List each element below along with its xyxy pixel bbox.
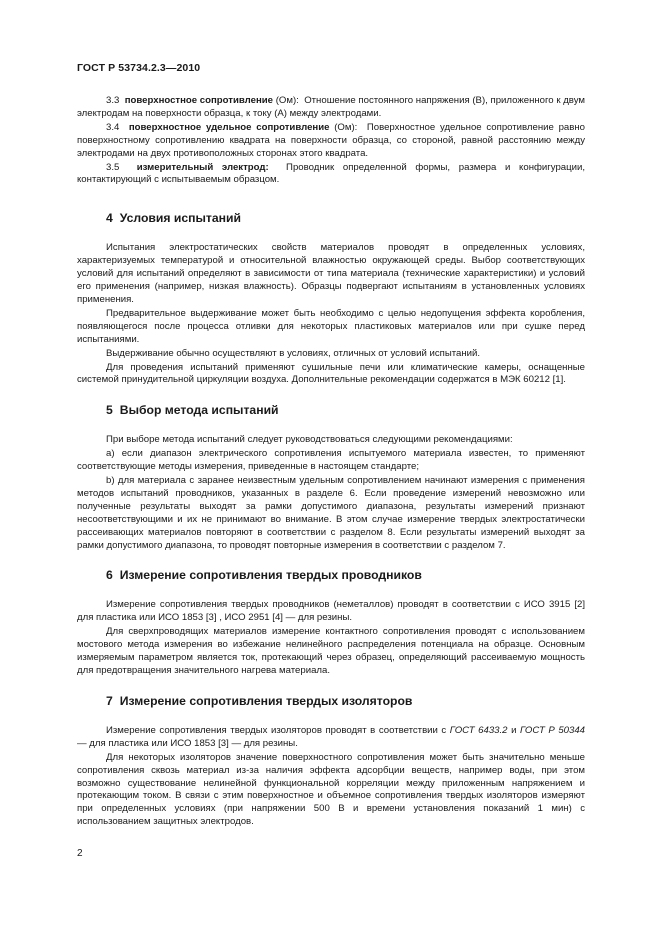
paragraph: Выдерживание обычно осуществляют в условиях, отличных от условий испытаний. xyxy=(106,347,481,359)
definition-number: 3.4 xyxy=(106,121,120,133)
definition-3-3 xyxy=(77,95,585,121)
section-6-heading xyxy=(106,568,585,582)
section-4-heading xyxy=(106,211,585,225)
section-number: 4 xyxy=(106,211,113,226)
definition-term: измерительный электрод: xyxy=(136,161,269,173)
paragraph: Для проведения испытаний применяют сушильные печи или климатические камеры, оснащенные системой принудительной циркуляции воздуха. Дополнительные рекомендации содержатся в МЭК 60212 [1]. xyxy=(77,361,585,386)
paragraph: Предварительное выдерживание может быть необходимо с целью недопущения эффекта коробления, появляющегося после процесса отливки для некоторых пластиковых материалов или при сушке перед испытаниями. xyxy=(77,307,585,345)
definition-number: 3.3 xyxy=(106,95,120,106)
paragraph-text: и xyxy=(511,724,517,736)
section-number: 7 xyxy=(106,693,113,708)
section-7-heading xyxy=(106,694,585,708)
definition-term: поверхностное удельное сопротивление xyxy=(128,121,330,133)
document-header: ГОСТ Р 53734.2.3—2010 xyxy=(77,62,201,74)
section-number: 6 xyxy=(106,568,113,583)
paragraph xyxy=(77,725,585,751)
definition-3-5 xyxy=(77,162,585,188)
section-5-heading xyxy=(106,403,585,417)
section-title: Измерение сопротивления твердых проводников xyxy=(119,568,422,583)
definition-unit: (Ом): xyxy=(334,121,358,133)
paragraph: Для сверхпроводящих материалов измерение контактного сопротивления проводят с использованием мостового метода измерения во избежание нелинейного распределения потенциала на образце. Основным измеряемым параметром является ток, протекающий через образец, определяющий рассеиваемую мощность для предотвращения значительного нагрева материала. xyxy=(77,626,585,676)
paragraph: Испытания электростатических свойств материалов проводят в определенных условиях, характеризуемых температурой и относительной влажностью окружающей среды. Выбор соответствующих условий для испытаний определяют в зависимости от типа материала (технические характеристики) и условий его применения (например, низкая влажность). Образцы подвергают испытаниям в установленных условиях применения. xyxy=(77,242,585,305)
list-item-b: b) для материала с заранее неизвестным удельным сопротивлением начинают измерения с применения методов испытаний проводников, указанных в разделе 6. Если проведение измерений невозможно или полученные результаты выходят за рамки допустимого диапазона, результаты измерений признают несоответствующими и их не принимают во внимание. В этом случае измерение твердых электростатически рассеивающих материалов повторяют в соответствии с разделом 8. Если результаты измерений выходят за рамки допустимого диапазона, то проводят повторные измерения в соответствии с разделом 7. xyxy=(77,475,585,551)
paragraph-text: Измерение сопротивления твердых изоляторов проводят в соответствии с xyxy=(106,724,447,736)
definition-text: Проводник определенной формы, размера и конфигурации, контактирующий с испытываемым образцом. xyxy=(77,161,585,186)
page-number: 2 xyxy=(77,848,83,859)
definition-text: Отношение постоянного напряжения (В), приложенного к двум электродам на поверхности образца, к току (А) между электродами. xyxy=(77,95,585,119)
section-title: Измерение сопротивления твердых изоляторов xyxy=(119,693,413,708)
section-title: Выбор метода испытаний xyxy=(119,403,279,418)
section-number: 5 xyxy=(106,403,113,418)
document-body xyxy=(77,95,585,830)
definition-term: поверхностное сопротивление xyxy=(124,95,273,106)
definition-unit: (Ом): xyxy=(275,95,299,106)
section-title: Условия испытаний xyxy=(119,211,242,226)
list-item-a: а) если диапазон электрического сопротивления испытуемого материала известен, то применяют соответствующие методы измерения, приведенные в настоящем стандарте; xyxy=(77,448,585,473)
standard-reference: ГОСТ 6433.2 xyxy=(449,724,508,736)
paragraph-text: — для пластика или ИСО 1853 [3] — для резины. xyxy=(77,737,298,749)
paragraph: Для некоторых изоляторов значение поверхностного сопротивления может быть значительно меньше сопротивления сквозь материал из-за наличия эффекта адсорбции веществ, например воды, при этом возможно существование нелинейной функциональной корреляции между приложенным напряжением и протекающим током. В связи с этим поверхностное и объемное сопротивления твердых изоляторов измеряют при определенных условиях (при напряжении 500 В и времени установления показаний 1 мин) с использованием защитных электродов. xyxy=(77,751,585,828)
definition-3-4 xyxy=(77,122,585,161)
paragraph: Измерение сопротивления твердых проводников (неметаллов) проводят в соответствии с ИСО 3915 [2] для пластика или ИСО 1853 [3] , ИСО 2951 [4] — для резины. xyxy=(77,599,585,624)
standard-reference: ГОСТ Р 50344 xyxy=(520,724,586,736)
paragraph: При выборе метода испытаний следует руководствоваться следующими рекомендациями: xyxy=(106,434,513,446)
definition-text: Поверхностное удельное сопротивление равно поверхностному сопротивлению квадрата на поверхности образца, со стороной, равной расстоянию между электродами на двух противоположных сторонах этого квадрата. xyxy=(77,121,585,159)
definition-number: 3.5 xyxy=(106,161,120,173)
